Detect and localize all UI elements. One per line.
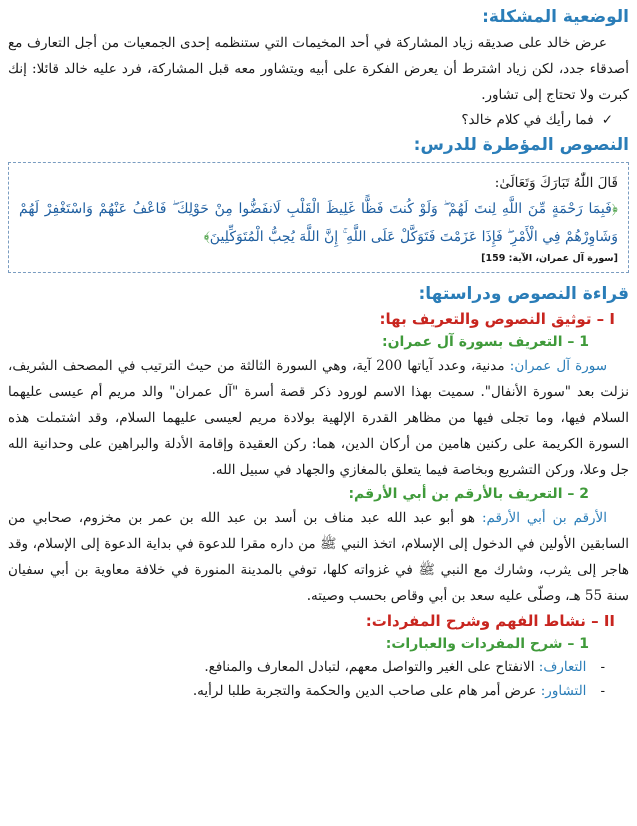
list-dash: - — [600, 683, 605, 699]
texts-heading: النصوص المؤطرة للدرس: — [413, 135, 629, 155]
sub1-heading: 1 – التعريف بسورة آل عمران: — [382, 334, 589, 350]
verse-open-bracket: ﴿ — [611, 201, 618, 217]
surah-text: مدنية، وعدد آياتها 200 آية، وهي السورة الثالثة من حيث الترتيب في المصحف الشريف، نزلت بعد "سورة الأنفال". سميت بهذا الاسم لورود ذكر قصة أسرة "آل عمران" والد مريم أم عيسى عليهما السلام فيها، وما تجلى فيها من مظاهر القدرة الإلهية بولادة مريم لعيسى عليهما السلام، وقد اشتملت هذه السورة الكريمة على ركنين هامين من أركان الدين، هما: ركن العقيدة وإقامة الأدلة والبراهين على وحدانية الله جل وعلا، وركن التشريع وبخاصة فيما يتعلق بالمغازي والجهاد في سبيل الله. — [8, 358, 629, 478]
vocab-definition: الانفتاح على الغير والتواصل معهم، لتبادل المعارف والمنافع. — [204, 659, 539, 675]
arqam-term: الأرقم بن أبي الأرقم: — [481, 510, 607, 526]
arqam-paragraph — [8, 505, 629, 609]
sub2-heading: 2 – التعريف بالأرقم بن أبي الأرقم: — [348, 486, 589, 502]
vocab-list — [8, 655, 605, 703]
list-dash: - — [600, 659, 605, 675]
check-icon: ✓ — [601, 112, 613, 128]
verse-source: [سورة آل عمران، الآية: 159] — [481, 253, 618, 264]
vocab-term: التعارف: — [538, 659, 587, 675]
verse-text: فَبِمَا رَحْمَةٍ مِّنَ اللَّهِ لِنتَ لَهُمْ ۖ وَلَوْ كُنتَ فَظًّا غَلِيظَ الْقَلْبِ لَانفَضُّوا مِنْ حَوْلِكَ ۖ فَاعْفُ عَنْهُمْ وَاسْتَغْفِرْ لَهُمْ وَشَاوِرْهُمْ فِي الْأَمْرِ ۖ فَإِذَا عَزَمْتَ فَتَوَكَّلْ عَلَى اللَّهِ ۚ إِنَّ اللَّهَ يُحِبُّ الْمُتَوَكِّلِينَ — [19, 201, 618, 245]
surah-paragraph — [8, 353, 629, 483]
quran-box — [8, 162, 629, 273]
list-item — [8, 655, 605, 679]
vocab-term: التشاور: — [540, 683, 587, 699]
arqam-text: هو أبو عبد الله عبد مناف بن أسد بن عبد الله بن عمر بن مخزوم، صحابي من السابقين الأولين في الدخول إلى الإسلام، اتخذ النبي ﷺ من داره مقرا للدعوة في بداية الدعوة إلى الإسلام، وقد هاجر إلى يثرب، وشارك مع النبي ﷺ في غزواته كلها، توفي بالمدينة المنورة في خلافة معاوية بن أبي سفيان سنة 55 هـ، وصلّى عليه سعد بن أبي وقاص بحسب وصيته. — [8, 510, 629, 604]
question-text: فما رأيك في كلام خالد؟ — [461, 112, 594, 128]
question-line — [8, 108, 613, 132]
quran-verse — [19, 195, 618, 251]
sub3-heading: 1 – شرح المفردات والعبارات: — [385, 636, 589, 652]
part2-heading: II – نشاط الفهم وشرح المفردات: — [365, 612, 615, 630]
verse-close-bracket: ﴾ — [203, 229, 210, 245]
part1-heading: I – توثيق النصوص والتعريف بها: — [379, 310, 615, 328]
verse-intro: قَالَ اللّٰهُ تَبَارَكَ وَتَعَالَىٰ: — [494, 175, 618, 191]
problem-text: عرض خالد على صديقه زياد المشاركة في أحد المخيمات التي ستنظمه إحدى الجمعيات من أجل التعارف مع أصدقاء جدد، لكن زياد اشترط أن يعرض الفكرة على أبيه ويتشاور معه قبل المشاركة، فرد عليه خالد قائلا: إنك كبرت ولا تحتاج إلى تشاور. — [8, 35, 629, 103]
vocab-definition: عرض أمر هام على صاحب الدين والحكمة والتجربة طلبا لرأيه. — [192, 683, 541, 699]
list-item — [8, 679, 605, 703]
reading-heading: قراءة النصوص ودراستها: — [418, 284, 629, 304]
surah-term: سورة آل عمران: — [509, 358, 608, 374]
problem-heading: الوضعية المشكلة: — [482, 7, 629, 27]
